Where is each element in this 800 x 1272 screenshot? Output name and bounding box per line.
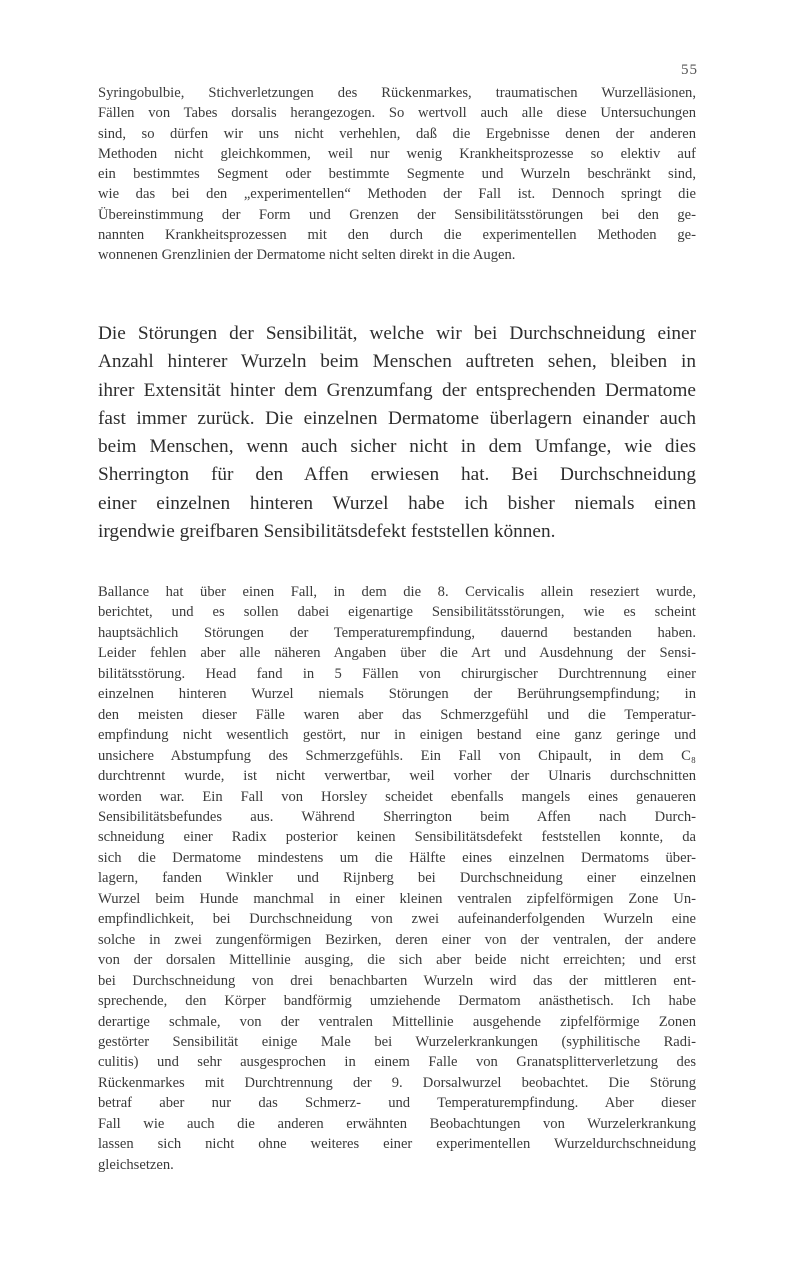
page-number: 55 bbox=[681, 62, 698, 78]
text-line: Fall wie auch die anderen erwähnten Beobachtungen von Wurzelerkrankung bbox=[98, 1115, 696, 1132]
text-line: nannten Krankheitsprozessen mit den durch die experimentellen Methoden ge- bbox=[98, 227, 696, 244]
text-line: Rückenmarkes mit Durchtrennung der 9. Dorsalwurzel beobachtet. Die Störung bbox=[98, 1074, 696, 1091]
text-line: wie das bei den „experimentellen“ Methoden der Fall ist. Dennoch springt die bbox=[98, 186, 696, 203]
text-line: Methoden nicht gleichkommen, weil nur wenig Krankheitsprozesse so elektiv auf bbox=[98, 145, 696, 162]
text-line: gleichsetzen. bbox=[98, 1156, 174, 1173]
text-line: von der dorsalen Mittellinie ausging, die sich aber beide nicht erreichten; und erst bbox=[98, 952, 696, 969]
text-line: Fällen von Tabes dorsalis herangezogen. So wertvoll auch alle diese Untersuchungen bbox=[98, 105, 696, 122]
text-line: culitis) und sehr ausgesprochen in einem Falle von Granatsplitterverletzung des bbox=[98, 1054, 696, 1071]
text-line: einer einzelnen hinteren Wurzel habe ich bisher niemals einen bbox=[98, 492, 696, 514]
text-line: fast immer zurück. Die einzelnen Dermatome überlagern einander auch bbox=[98, 407, 696, 429]
text-line: Leider fehlen aber alle näheren Angaben über die Art und Ausdehnung der Sensi- bbox=[98, 645, 696, 662]
text-line: worden war. Ein Fall von Horsley scheidet ebenfalls mangels eines genaueren bbox=[98, 788, 696, 805]
text-line: durchtrennt wurde, ist nicht verwertbar, weil vorher der Ulnaris durchschnitten bbox=[98, 768, 696, 785]
text-line: lagern, fanden Winkler und Rijnberg bei Durchschneidung einer einzelnen bbox=[98, 870, 696, 887]
text-line: unsichere Abstumpfung des Schmerzgefühls. Ein Fall von Chipault, in dem C₈ bbox=[98, 747, 696, 764]
paragraph-emphasized-summary bbox=[98, 320, 696, 546]
text-line: Sensibilitätsbefundes aus. Während Sherrington beim Affen nach Durch- bbox=[98, 808, 696, 825]
text-line: Sherrington für den Affen erwiesen hat. Bei Durchschneidung bbox=[98, 464, 696, 486]
text-line: Die Störungen der Sensibilität, welche wir bei Durchschneidung einer bbox=[98, 323, 696, 344]
text-line: bei Durchschneidung von drei benachbarten Wurzeln wird das der mittleren ent- bbox=[98, 972, 696, 989]
text-line: sprechende, den Körper bandförmig umziehende Dermatom anästhetisch. Ich habe bbox=[98, 993, 696, 1010]
text-line: solche in zwei zungenförmigen Bezirken, deren einer von der ventralen, der andere bbox=[98, 931, 696, 948]
text-line: ein bestimmtes Segment oder bestimmte Segmente und Wurzeln beschränkt sind, bbox=[98, 166, 696, 183]
text-line: bilitätsstörung. Head fand in 5 Fällen von chirurgischer Durchtrennung einer bbox=[98, 665, 696, 682]
text-line: empfindung nicht wesentlich gestört, nur in einigen bestand eine ganz geringe und bbox=[98, 727, 696, 744]
text-line: Anzahl hinterer Wurzeln beim Menschen auftreten sehen, bleiben in bbox=[98, 351, 696, 373]
text-line: gestörter Sensibilität einige Male bei Wurzelerkrankungen (syphilitische Radi- bbox=[98, 1033, 696, 1050]
text-line: ihrer Extensität hinter dem Grenzumfang der entsprechenden Dermatome bbox=[98, 379, 696, 401]
text-line: empfindlichkeit, bei Durchschneidung von zwei aufeinanderfolgenden Wurzeln eine bbox=[98, 911, 696, 928]
text-line: hauptsächlich Störungen der Temperaturempfindung, dauernd bestanden haben. bbox=[98, 624, 696, 641]
text-line: betraf aber nur das Schmerz- und Temperaturempfindung. Aber dieser bbox=[98, 1095, 696, 1112]
text-line: den meisten dieser Fälle waren aber das Schmerzgefühl und die Temperatur- bbox=[98, 706, 696, 723]
text-line: berichtet, und es sollen dabei eigenartige Sensibilitätsstörungen, wie es scheint bbox=[98, 604, 696, 621]
text-line: sich die Dermatome mindestens um die Hälfte eines einzelnen Dermatoms über- bbox=[98, 849, 696, 866]
text-line: beim Menschen, wenn auch sicher nicht in dem Umfange, wie dies bbox=[98, 436, 696, 458]
text-line: Übereinstimmung der Form und Grenzen der Sensibilitätsstörungen bei den ge- bbox=[98, 206, 696, 223]
text-line: einzelnen hinteren Wurzel niemals Störungen der Berührungsempfindung; in bbox=[98, 686, 696, 703]
text-line: irgendwie greifbaren Sensibilitätsdefekt feststellen können. bbox=[98, 521, 556, 543]
text-line: Ballance hat über einen Fall, in dem die 8. Cervicalis allein reseziert wurde, bbox=[98, 584, 696, 600]
paragraph-case-reports bbox=[98, 582, 696, 1175]
text-line: Wurzel beim Hunde manchmal in einer kleinen ventralen zipfelförmigen Zone Un- bbox=[98, 890, 696, 907]
paragraph-intro bbox=[98, 83, 696, 266]
text-line: Syringobulbie, Stichverletzungen des Rückenmarkes, traumatischen Wurzelläsionen, bbox=[98, 85, 696, 101]
text-line: wonnenen Grenzlinien der Dermatome nicht selten direkt in die Augen. bbox=[98, 247, 516, 264]
text-line: derartige schmale, von der ventralen Mittellinie ausgehende zipfelförmige Zonen bbox=[98, 1013, 696, 1030]
text-line: sind, so dürfen wir uns nicht verhehlen, daß die Ergebnisse denen der anderen bbox=[98, 125, 696, 142]
text-line: schneidung einer Radix posterior keinen Sensibilitätsdefekt feststellen konnte, da bbox=[98, 829, 696, 846]
text-line: lassen sich nicht ohne weiteres einer experimentellen Wurzeldurchschneidung bbox=[98, 1136, 696, 1153]
